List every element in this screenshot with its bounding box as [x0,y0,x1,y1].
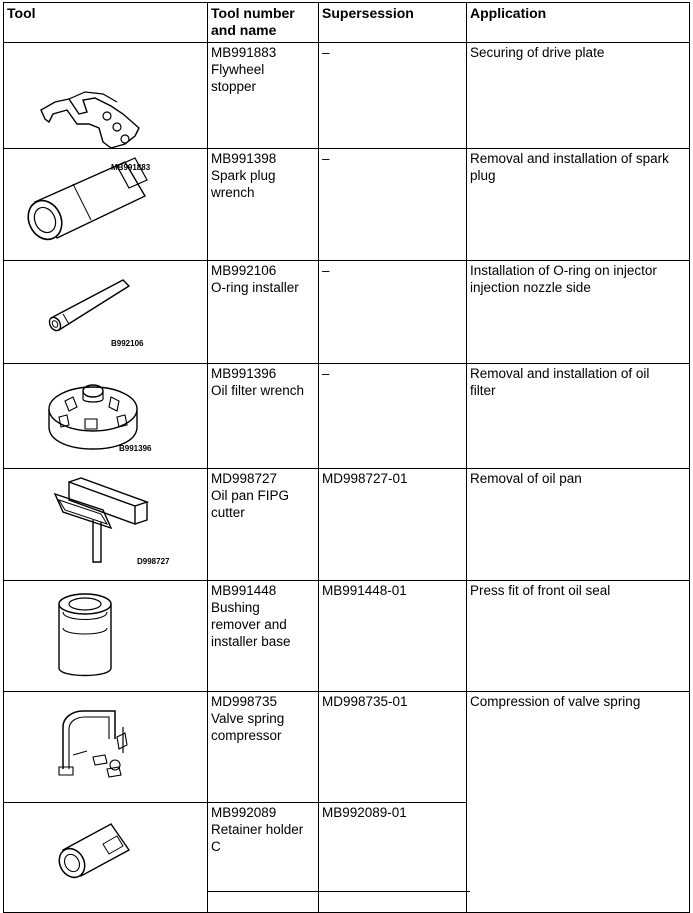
supersession: MB992089-01 [319,803,467,913]
tool-number-name: MD998735 Valve spring compressor [208,692,319,803]
o-ring-installer-icon [7,262,211,362]
tool-code-label: D998727 [137,557,170,566]
application: Securing of drive plate [467,43,690,149]
table-row [4,364,690,469]
supersession: – [319,43,467,149]
tool-code-label: MB991883 [111,163,151,172]
supersession: – [319,364,467,469]
header-application: Application [467,3,690,43]
header-supersession: Supersession [319,3,467,43]
tool-number-name: MB991398 Spark plug wrench [208,149,319,261]
tool-code-label: B991396 [119,444,152,453]
supersession: MD998735-01 [319,692,467,803]
table-row [4,149,690,261]
application: Press fit of front oil seal [467,581,690,692]
spark-plug-wrench-icon [7,150,211,259]
oil-pan-fipg-cutter-icon [7,470,211,579]
application: Compression of valve spring [467,692,690,913]
oil-filter-wrench-icon [7,365,211,467]
tool-image-cell [4,149,208,261]
tool-number-name: MB992089 Retainer holder C [208,803,319,913]
special-tools-table [3,2,690,913]
retainer-holder-icon [7,804,211,911]
supersession: MB991448-01 [319,581,467,692]
application: Installation of O-ring on injector injection nozzle side [467,261,690,364]
table-row [4,581,690,692]
table-row [4,261,690,364]
tool-image-cell [4,581,208,692]
tool-image-cell [4,364,208,469]
tool-code-label: B992106 [111,339,144,348]
tool-image-cell [4,43,208,172]
tool-number-name: MB992106 O-ring installer [208,261,319,364]
tool-image-cell [4,469,208,581]
supersession: – [319,261,467,364]
tool-number-name: MB991396 Oil filter wrench [208,364,319,469]
application: Removal and installation of spark plug [467,149,690,261]
supersession: – [319,149,467,261]
bushing-remover-base-icon [7,582,211,690]
tool-number-name: MB991883 Flywheel stopper [208,43,319,149]
header-tool-number-name: Tool number and name [208,3,319,43]
table-row [4,43,690,149]
tool-number-name: MD998727 Oil pan FIPG cutter [208,469,319,581]
supersession: MD998727-01 [319,469,467,581]
header-row [4,3,690,43]
application: Removal of oil pan [467,469,690,581]
application: Removal and installation of oil filter [467,364,690,469]
tool-image-cell [4,803,208,913]
tool-image-cell [4,692,208,803]
flywheel-stopper-icon [7,44,211,172]
table-row [4,692,690,803]
header-tool: Tool [4,3,208,43]
tool-image-cell [4,261,208,364]
bottom-rule [208,891,470,892]
table-row [4,469,690,581]
tool-number-name: MB991448 Bushing remover and installer base [208,581,319,692]
valve-spring-compressor-icon [7,693,211,801]
